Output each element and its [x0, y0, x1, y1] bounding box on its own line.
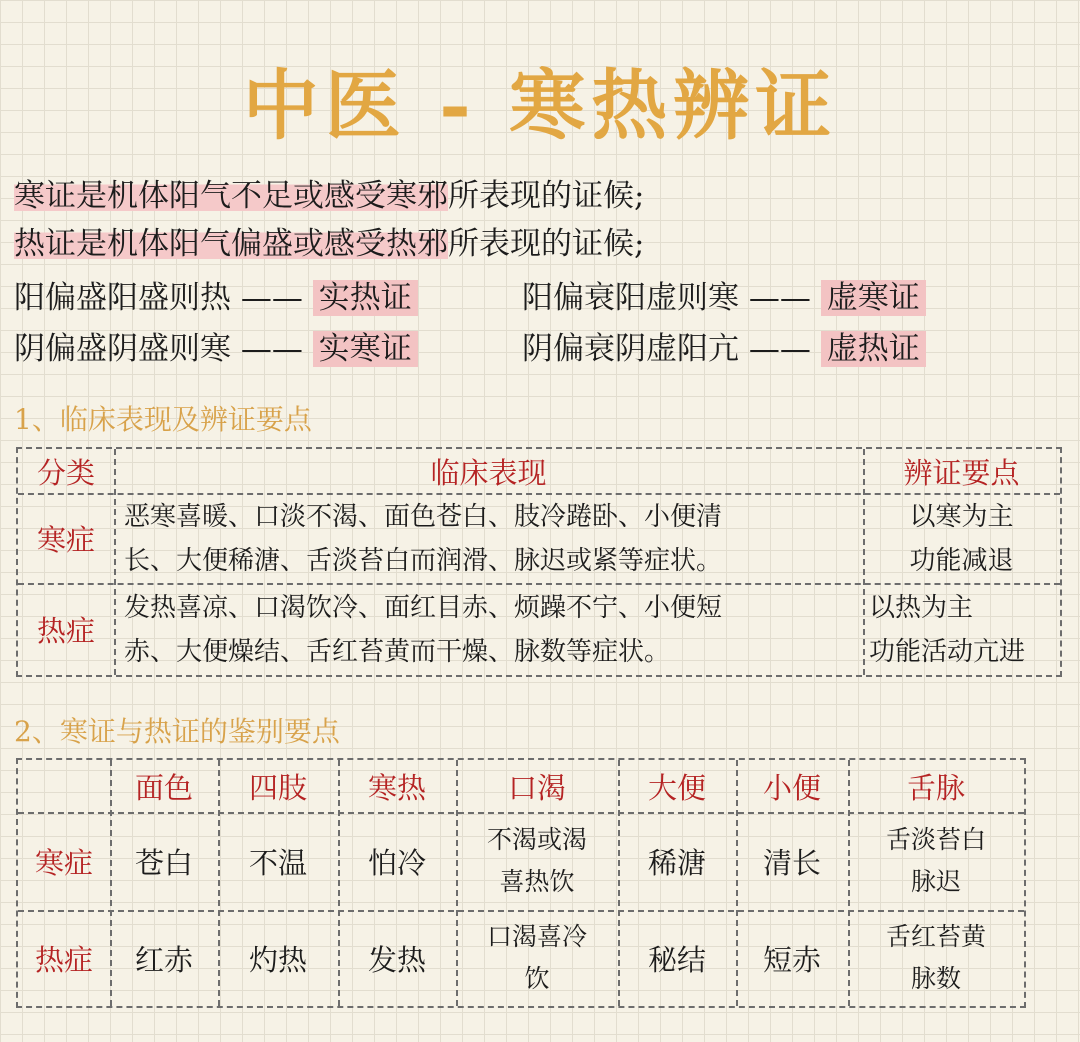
heat-clinical-text	[114, 585, 863, 675]
intro-row-yang-right	[522, 276, 926, 320]
cold-thirst	[456, 812, 618, 910]
row-label-cold: 寒症	[36, 522, 95, 557]
heat-tongue-pulse	[848, 910, 1024, 1006]
yin-excess-text: 阴偏盛阴盛则寒 ——	[14, 331, 313, 367]
yang-deficiency-text: 阳偏衰阳虚则寒 ——	[522, 280, 821, 316]
yang-excess-text: 阳偏盛阳盛则热 ——	[14, 280, 313, 316]
yang-excess-tag: 实热证	[313, 280, 418, 316]
intro-line-heat	[14, 222, 644, 266]
cell-line-1: 舌红苔黄	[885, 922, 986, 951]
header-category: 分类	[36, 455, 95, 490]
heat-limbs: 灼热	[248, 942, 307, 977]
header-cold-heat: 寒热	[367, 770, 426, 805]
cold-clinical-line2: 长、大便稀溏、舌淡苔白而润滑、脉迟或紧等症状。	[124, 546, 723, 576]
heat-clinical-line1: 发热喜凉、口渴饮冷、面红目赤、烦躁不宁、小便短	[124, 593, 723, 623]
page-title: 中医 - 寒热辨证	[242, 61, 838, 150]
cell-line-2: 饮	[524, 964, 550, 993]
intro-row-yin	[14, 327, 418, 371]
t2-row-label-cold: 寒症	[34, 845, 93, 880]
section-2-heading: 2、寒证与热证的鉴别要点	[14, 715, 340, 748]
intro-cold-subject: 寒证是	[14, 178, 107, 214]
header-thirst: 口渴	[507, 770, 566, 805]
heat-complexion: 红赤	[134, 942, 193, 977]
cold-clinical-text	[114, 495, 863, 583]
header-clinical: 临床表现	[430, 455, 547, 490]
cell-line-1: 舌淡苔白	[885, 825, 986, 854]
header-tongue-pulse: 舌脉	[906, 770, 965, 805]
cell-line-2: 喜热饮	[499, 867, 575, 896]
heat-stool: 秘结	[647, 942, 706, 977]
yang-deficiency-tag: 虚寒证	[821, 280, 926, 316]
t2-row-label-heat: 热症	[34, 942, 93, 977]
cold-key2: 功能减退	[909, 546, 1014, 576]
intro-line-cold	[14, 174, 644, 218]
intro-cold-suffix: 所表现的证候;	[448, 178, 645, 214]
heat-key-points	[863, 585, 1060, 675]
clinical-table	[16, 447, 1062, 677]
yin-deficiency-text: 阴偏衰阴虚阳亢 ——	[522, 331, 821, 367]
header-urine: 小便	[762, 770, 821, 805]
section-1-heading: 1、临床表现及辨证要点	[14, 403, 312, 436]
heat-thirst	[456, 910, 618, 1006]
yin-excess-tag: 实寒证	[313, 331, 418, 367]
cold-sensation: 怕冷	[367, 845, 426, 880]
intro-row-yang	[14, 276, 418, 320]
cold-limbs: 不温	[248, 845, 307, 880]
intro-cold-definition: 机体阳气不足或感受寒邪	[107, 178, 448, 214]
comparison-table	[16, 758, 1026, 1008]
heat-urine: 短赤	[762, 942, 821, 977]
cold-stool: 稀溏	[647, 845, 706, 880]
cell-line-2: 脉数	[910, 964, 961, 993]
cold-tongue-pulse	[848, 812, 1024, 910]
row-label-heat: 热症	[36, 613, 95, 648]
intro-heat-definition: 热证是机体阳气偏盛或感受热邪	[14, 226, 448, 262]
yin-deficiency-tag: 虚热证	[821, 331, 926, 367]
heat-key1: 以热为主	[869, 593, 974, 623]
cold-key1: 以寒为主	[909, 502, 1014, 532]
cold-clinical-line1: 恶寒喜暖、口淡不渴、面色苍白、肢冷踡卧、小便清	[124, 502, 723, 532]
cell-line-1: 不渴或渴	[486, 825, 587, 854]
cold-complexion: 苍白	[134, 845, 193, 880]
cell-line-2: 脉迟	[910, 867, 961, 896]
cell-line-1: 口渴喜冷	[486, 922, 587, 951]
header-complexion: 面色	[134, 770, 193, 805]
cold-urine: 清长	[762, 845, 821, 880]
header-key-points: 辨证要点	[903, 455, 1020, 490]
header-stool: 大便	[647, 770, 706, 805]
heat-clinical-line2: 赤、大便燥结、舌红苔黄而干燥、脉数等症状。	[124, 637, 671, 667]
intro-heat-suffix: 所表现的证候;	[448, 226, 645, 262]
cold-key-points	[863, 495, 1060, 583]
intro-row-yin-right	[522, 327, 926, 371]
header-limbs: 四肢	[248, 770, 307, 805]
heat-key2: 功能活动亢进	[869, 637, 1026, 667]
heat-sensation: 发热	[367, 942, 426, 977]
